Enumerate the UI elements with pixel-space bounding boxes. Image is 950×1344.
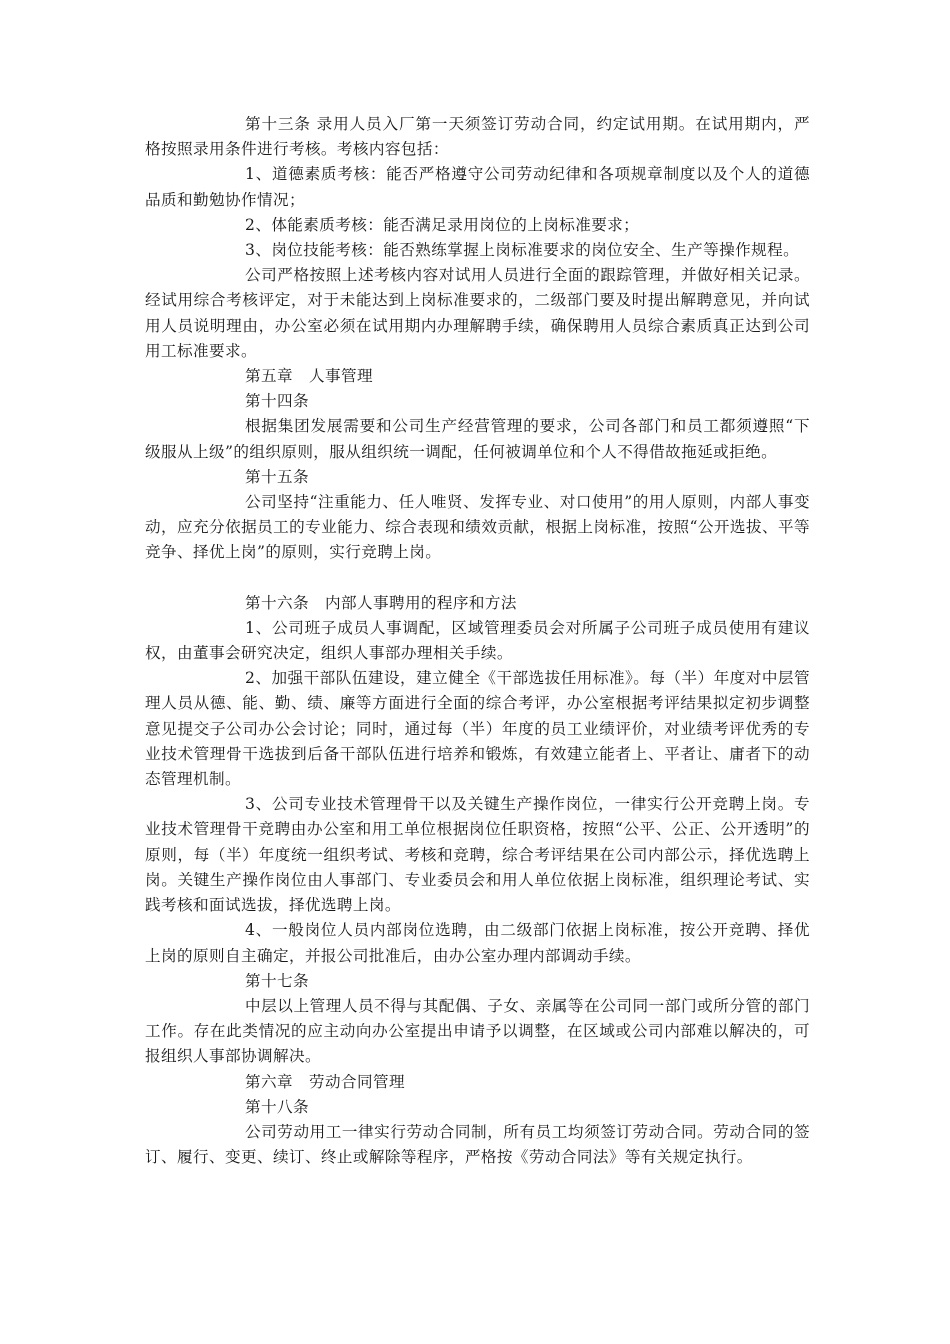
article-18-heading: 第十八条 [245,1097,309,1116]
article-15-paragraph: 公司坚持“注重能力、任人唯贤、发挥专业、对口使用”的用人原则，内部人事变动，应充分依据员工的专业能力、综合表现和绩效贡献，根据上岗标准，按照“公开选拔、平等竞争、择优上岗”的原则，实行竞聘上岗。 [145,493,810,562]
chapter-6-heading: 第六章 劳动合同管理 [245,1072,405,1091]
trial-management-paragraph: 公司严格按照上述考核内容对试用人员进行全面的跟踪管理，并做好相关记录。经试用综合考核评定，对于未能达到上岗标准要求的，二级部门要及时提出解聘意见，并向试用人员说明理由，办公室必须在试用期内办理解聘手续，确保聘用人员综合素质真正达到公司用工标准要求。 [145,266,810,360]
article-17-heading: 第十七条 [245,971,309,990]
assessment-item-1: 1、道德素质考核：能否严格遵守公司劳动纪律和各项规章制度以及个人的道德品质和勤勉协作情况； [145,165,810,209]
article-16-item-2: 2、加强干部队伍建设，建立健全《干部选拔任用标准》。每（半）年度对中层管理人员从德、能、勤、绩、廉等方面进行全面的综合考评，办公室根据考评结果拟定初步调整意见提交子公司办公会讨论；同时，通过每（半）年度的员工业绩评价，对业绩考评优秀的专业技术管理骨干选拔到后备干部队伍进行培养和锻炼，有效建立能者上、平者让、庸者下的动态管理机制。 [145,669,810,789]
article-17-paragraph: 中层以上管理人员不得与其配偶、子女、亲属等在公司同一部门或所分管的部门工作。存在此类情况的应主动向办公室提出申请予以调整，在区域或公司内部难以解决的，可报组织人事部协调解决。 [145,996,810,1066]
assessment-item-2: 2、体能素质考核：能否满足录用岗位的上岗标准要求； [245,215,640,234]
article-16-item-3: 3、公司专业技术管理骨干以及关键生产操作岗位，一律实行公开竞聘上岗。专业技术管理骨干竞聘由办公室和用工单位根据岗位任职资格，按照“公平、公正、公开透明”的原则，每（半）年度统一组织考试、考核和竞聘，综合考评结果在公司内部公示，择优选聘上岗。关键生产操作岗位由人事部门、专业委员会和用人单位依据上岗标准，组织理论考试、实践考核和面试选拔，择优选聘上岗。 [145,795,810,915]
blank-line [145,566,810,591]
article-15-heading: 第十五条 [245,467,309,486]
assessment-item-3: 3、岗位技能考核：能否熟练掌握上岗标准要求的岗位安全、生产等操作规程。 [245,241,800,260]
article-14-heading: 第十四条 [245,392,309,411]
article-13-paragraph: 第十三条 录用人员入厂第一天须签订劳动合同，约定试用期。在试用期内，严格按照录用条件进行考核。考核内容包括： [145,115,810,159]
article-16-heading: 第十六条 内部人事聘用的程序和方法 [245,593,517,612]
article-16-item-1: 1、公司班子成员人事调配，区域管理委员会对所属子公司班子成员使用有建议权，由董事会研究决定，组织人事部办理相关手续。 [145,618,810,663]
article-14-paragraph: 根据集团发展需要和公司生产经营管理的要求，公司各部门和员工都须遵照“下级服从上级”的组织原则，服从组织统一调配，任何被调单位和个人不得借故拖延或拒绝。 [145,417,810,461]
article-18-paragraph: 公司劳动用工一律实行劳动合同制，所有员工均须签订劳动合同。劳动合同的签订、履行、变更、续订、终止或解除等程序，严格按《劳动合同法》等有关规定执行。 [145,1122,810,1167]
article-16-item-4: 4、一般岗位人员内部岗位选聘，由二级部门依据上岗标准，按公开竞聘、择优上岗的原则自主确定，并报公司批准后，由办公室办理内部调动手续。 [145,921,810,965]
document-body [145,112,810,1170]
chapter-5-heading: 第五章 人事管理 [245,367,373,386]
